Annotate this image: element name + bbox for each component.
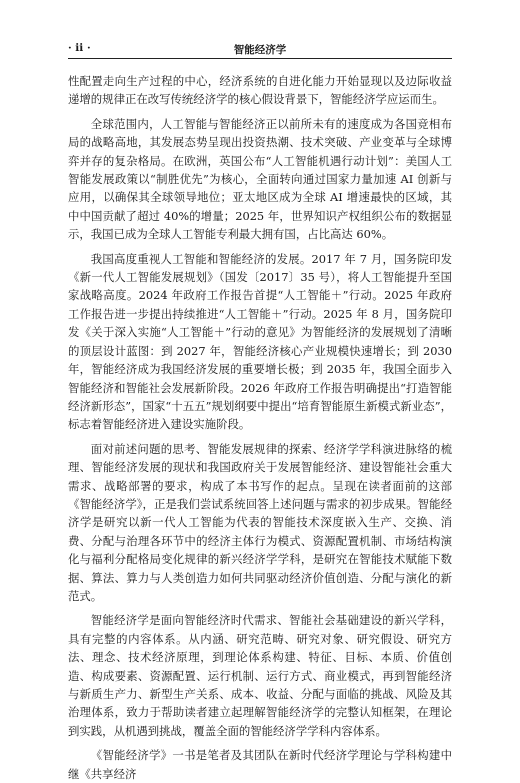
paragraph-content-system: 智能经济学是面向智能经济时代需求、智能社会基础建设的新兴学科，具有完整的内容体系。从内涵、研究范畴、研究对象、研究假设、研究方法、理念、技术经济原理，到理论体系构建、特征、目标、本质、价值创造、构成要素、资源配置、运行机制、运行方式、商业模式，再到智能经济与新质生产力、新型生产关系、成本、收益、分配与面临的挑战、风险及其治理体系，致力于帮助读者建立起理解智能经济学的完整认知框架，在理论到实践，从机遇到挑战，覆盖全面的智能经济学学科内容体系。	[68, 613, 452, 738]
paragraph-china-policy: 我国高度重视人工智能和智能经济的发展。2017 年 7 月，国务院印发《新一代人工智能发展规划》（国发〔2017〕35 号），将人工智能提升至国家战略高度。2024 年政府工作报告首提“人工智能＋”行动。2025 年政府工作报告进一步提出持续推进“人工智能＋”行动。2025 年 8 月，国务院印发《关于深入实施“人工智能＋”行动的意见》为智能经济的发展规划了清晰的顶层设计蓝图：到 2027 年，智能经济核心产业规模快速增长；到 2030 年，智能经济成为我国经济发展的重要增长极；到 2035 年，我国全面步入智能经济和智能社会发展新阶段。2026 年政府工作报告明确提出“打造智能经济新形态”，国家“十五五”规划纲要中提出“培育智能原生新模式新业态”，标志着智能经济进入建设实施阶段。	[68, 251, 452, 432]
paragraph-global-landscape: 全球范围内，人工智能与智能经济正以前所未有的速度成为各国竞相布局的战略高地，其发展态势呈现出投资热潮、技术突破、产业变革与全球博弈并存的复杂格局。在欧洲，英国公布“人工智能机遇行动计划”：美国人工智能发展政策以“制胜优先”为核心，全面转向通过国家力量加速 AI 创新与应用，以确保其全球领导地位；亚太地区成为全球 AI 增速最快的区域，其中中国贡献了超过 40%的增量；2025 年，世界知识产权组织公布的数据显示，我国已成为全球人工智能专利最大拥有国，占比高达 60%。	[68, 116, 452, 242]
running-title: 智能经济学	[233, 44, 287, 56]
paragraph-book-origin: 面对前述问题的思考、智能发展规律的探索、经济学学科演进脉络的梳理、智能经济发展的现状和我国政府关于发展智能经济、建设智能社会重大需求、战略部署的要求，构成了本书写作的起点。呈现在读者面前的这部《智能经济学》，正是我们尝试系统回答上述问题与需求的初步成果。智能经济学是研究以新一代人工智能为代表的智能技术深度嵌入生产、交换、消费、分配与治理各环节中的经济主体行为模式、资源配置机制、市场结构演化与福利分配格局变化规律的新兴经济学学科，是研究在智能技术赋能下数据、算法、算力与人类创造力如何共同驱动经济价值创造、分配与演化的新范式。	[68, 441, 452, 603]
page-number: · ii ·	[68, 42, 91, 54]
page-header	[68, 40, 452, 59]
page-body	[68, 72, 452, 783]
paragraph-book-series: 《智能经济学》一书是笔者及其团队在新时代经济学理论与学科构建中继《共享经济	[68, 748, 452, 781]
paragraph-continuation: 性配置走向生产过程的中心，经济系统的自进化能力开始显现以及边际收益递增的规律正在改写传统经济学的核心假设背景下，智能经济学应运而生。	[68, 74, 452, 107]
